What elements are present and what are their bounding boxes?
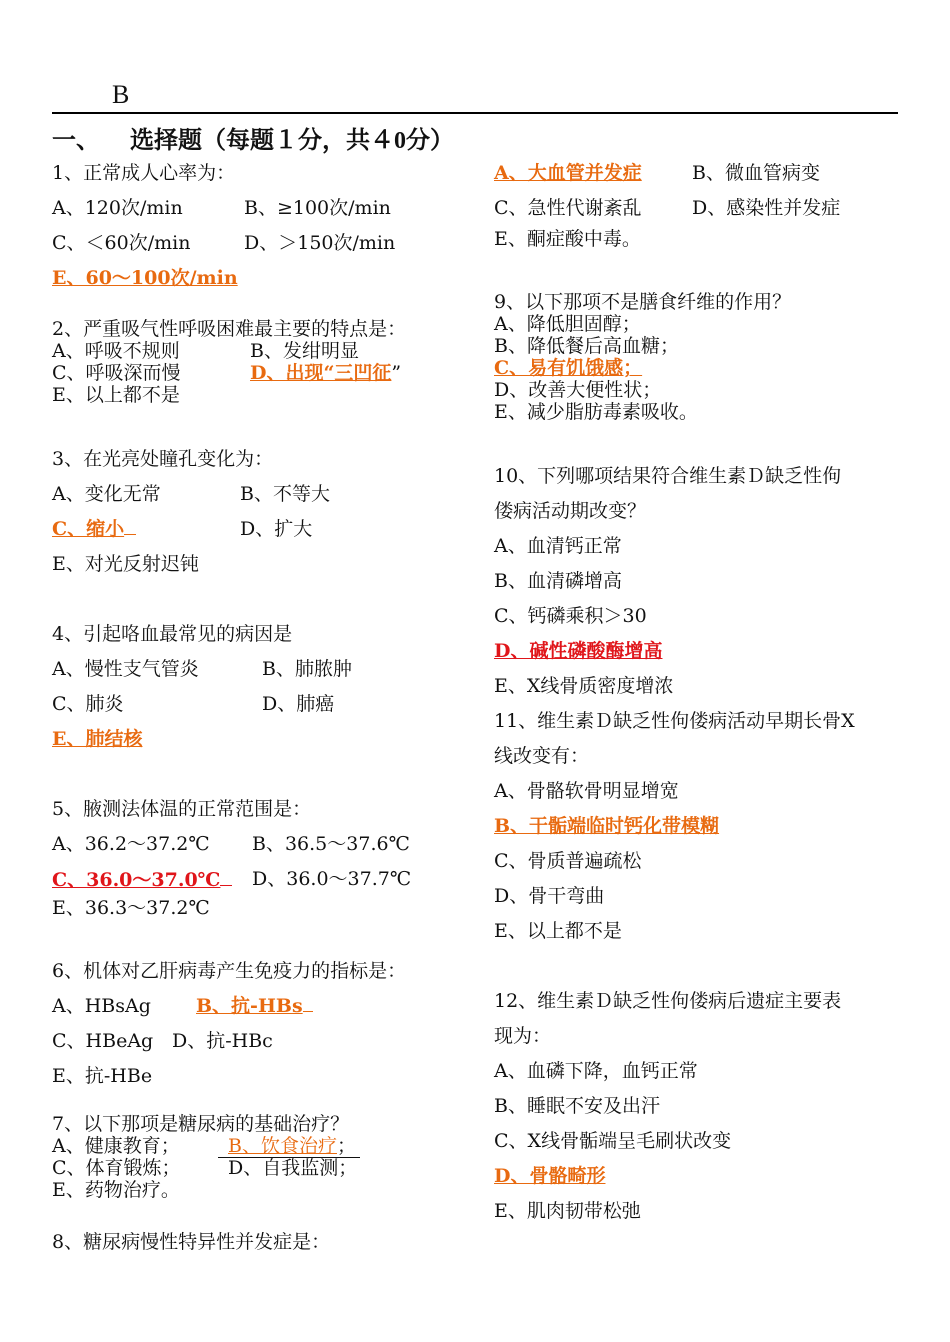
question-1-options-cd (52, 230, 472, 256)
q3-option-e: E、对光反射迟钝 (52, 553, 199, 575)
question-7-stem: 7、以下那项是糖尿病的基础治疗？ (52, 1113, 350, 1135)
q5-option-e: E、36.3～37.2℃ (52, 897, 210, 919)
q2-option-e: E、以上都不是 (52, 384, 180, 406)
q5-option-c-answer: C、36.0～37.0℃ (52, 869, 221, 891)
q7-option-b-answer: B、饮食治疗 (228, 1135, 337, 1157)
q8-option-a-answer: A、大血管并发症 (494, 162, 642, 184)
question-6-options-cd (52, 1028, 472, 1054)
question-5-options-ab (52, 831, 472, 857)
question-3-options-cd (52, 516, 472, 542)
q11-option-e: E、以上都不是 (494, 920, 622, 942)
question-8-options-cd (494, 195, 904, 221)
question-10-stem-line-1: 10、下列哪项结果符合维生素Ｄ缺乏性佝 (494, 465, 842, 487)
question-12-stem-line-1: 12、维生素Ｄ缺乏性佝偻病后遗症主要表 (494, 990, 842, 1012)
q4-option-e-answer: E、肺结核 (52, 728, 143, 750)
q2-option-c: C、呼吸深而慢 (52, 362, 181, 384)
question-1-options-ab (52, 195, 472, 221)
section-number: 一、 (52, 128, 100, 154)
question-3-stem: 3、在光亮处瞳孔变化为： (52, 448, 274, 470)
q11-option-a: A、骨骼软骨明显增宽 (494, 780, 679, 802)
q9-option-c-answer: C、易有饥饿感； (494, 357, 643, 379)
q5-option-b: B、36.5～37.6℃ (252, 833, 410, 855)
q10-option-c: C、钙磷乘积＞30 (494, 605, 647, 627)
q3-underline-tail (124, 516, 136, 535)
q2-option-d-answer: D、出现“三凹征 (250, 362, 392, 384)
question-4-options-ab (52, 656, 472, 682)
paper-version-label: B (112, 80, 130, 109)
q12-option-b: B、睡眠不安及出汗 (494, 1095, 660, 1117)
question-12-stem-line-2: 现为： (494, 1025, 552, 1047)
q7-option-b-wrap (218, 1135, 360, 1158)
q11-option-b-answer: B、干骺端临时钙化带模糊 (494, 815, 720, 837)
q1-option-d: D、＞150次/min (244, 232, 396, 254)
q8-option-c: C、急性代谢紊乱 (494, 197, 642, 219)
q8-option-d: D、感染性并发症 (692, 197, 841, 219)
q6-option-a: A、HBsAg (52, 995, 151, 1017)
q5-option-c-wrap (52, 866, 232, 893)
section-title (52, 120, 454, 155)
q9-option-a: A、降低胆固醇； (494, 313, 641, 335)
q7-option-d: D、自我监测； (228, 1157, 358, 1179)
q6-option-c: C、HBeAg (52, 1030, 154, 1052)
q9-option-e: E、减少脂肪毒素吸收。 (494, 401, 698, 423)
q3-option-a: A、变化无常 (52, 483, 161, 505)
q9-option-b: B、降低餐后高血糖； (494, 335, 679, 357)
question-7-options-ab (52, 1135, 472, 1157)
q4-option-c: C、肺炎 (52, 693, 124, 715)
q7-option-e: E、药物治疗。 (52, 1179, 180, 1201)
question-2-options-cd (52, 362, 472, 384)
q6-underline-tail (303, 993, 313, 1012)
question-5-options-cd (52, 866, 472, 892)
q8-option-b: B、微血管病变 (692, 162, 820, 184)
q7-option-b-tail: ； (336, 1135, 356, 1157)
q3-option-b: B、不等大 (240, 483, 330, 505)
q12-option-c: C、X线骨骺端呈毛刷状改变 (494, 1130, 732, 1152)
question-2-options-ab (52, 340, 472, 362)
q5-underline-tail (220, 866, 232, 886)
q12-option-a: A、血磷下降，血钙正常 (494, 1060, 698, 1082)
question-6-stem: 6、机体对乙肝病毒产生免疫力的指标是： (52, 960, 407, 982)
q10-option-e: E、X线骨质密度增浓 (494, 675, 674, 697)
question-8-options-ab (494, 160, 904, 186)
question-11-stem-line-1: 11、维生素Ｄ缺乏性佝偻病活动早期长骨X (494, 710, 855, 732)
q10-option-a: A、血清钙正常 (494, 535, 622, 557)
q12-option-d-answer: D、骨骼畸形 (494, 1165, 606, 1187)
q6-option-e: E、抗-HBe (52, 1065, 153, 1087)
q6-option-d: D、抗-HBc (172, 1030, 273, 1052)
q3-option-c-wrap (52, 516, 136, 542)
q2-option-d-quote: ” (391, 362, 402, 384)
question-11-stem-line-2: 线改变有： (494, 745, 590, 767)
q10-option-b: B、血清磷增高 (494, 570, 622, 592)
q5-option-d: D、36.0～37.7℃ (252, 868, 412, 890)
q8-option-e: E、酮症酸中毒。 (494, 228, 641, 250)
question-2-stem: 2、严重吸气性呼吸困难最主要的特点是： (52, 318, 407, 340)
q2-option-b: B、发绀明显 (250, 340, 359, 362)
section-title-text: 选择题（每题１分，共４0分） (130, 128, 454, 154)
q1-option-c: C、＜60次/min (52, 232, 191, 254)
question-4-stem: 4、引起咯血最常见的病因是 (52, 623, 293, 645)
q7-option-c: C、体育锻炼； (52, 1157, 181, 1179)
question-5-stem: 5、腋测法体温的正常范围是： (52, 798, 312, 820)
q3-option-c-answer: C、缩小 (52, 518, 125, 540)
question-8-stem: 8、糖尿病慢性特异性并发症是： (52, 1231, 331, 1253)
q2-option-d-wrap (250, 362, 401, 384)
q5-option-a: A、36.2～37.2℃ (52, 833, 210, 855)
question-7-options-cd (52, 1157, 472, 1179)
question-4-options-cd (52, 691, 472, 717)
q6-option-b-wrap (196, 993, 313, 1019)
q10-option-d-answer: D、碱性磷酸酶增高 (494, 640, 663, 662)
q6-option-b-answer: B、抗-HBs (196, 995, 303, 1017)
q1-option-b: B、≥100次/min (244, 197, 391, 219)
q11-option-c: C、骨质普遍疏松 (494, 850, 642, 872)
q7-option-a: A、健康教育； (52, 1135, 180, 1157)
question-1-stem: 1、正常成人心率为： (52, 162, 236, 184)
q9-option-d: D、改善大便性状； (494, 379, 662, 401)
q2-option-a: A、呼吸不规则 (52, 340, 180, 362)
q4-option-a: A、慢性支气管炎 (52, 658, 199, 680)
question-3-options-ab (52, 481, 472, 507)
q4-option-d: D、肺癌 (262, 693, 335, 715)
question-10-stem-line-2: 偻病活动期改变？ (494, 500, 647, 522)
q11-option-d: D、骨干弯曲 (494, 885, 605, 907)
q3-option-d: D、扩大 (240, 518, 313, 540)
q12-option-e: E、肌肉韧带松弛 (494, 1200, 641, 1222)
q1-option-e-answer: E、60～100次/min (52, 267, 238, 289)
q4-option-b: B、肺脓肿 (262, 658, 352, 680)
q1-option-a: A、120次/min (52, 197, 183, 219)
question-6-options-ab (52, 993, 472, 1019)
question-9-stem: 9、以下那项不是膳食纤维的作用？ (494, 291, 792, 313)
header-rule (52, 112, 898, 114)
